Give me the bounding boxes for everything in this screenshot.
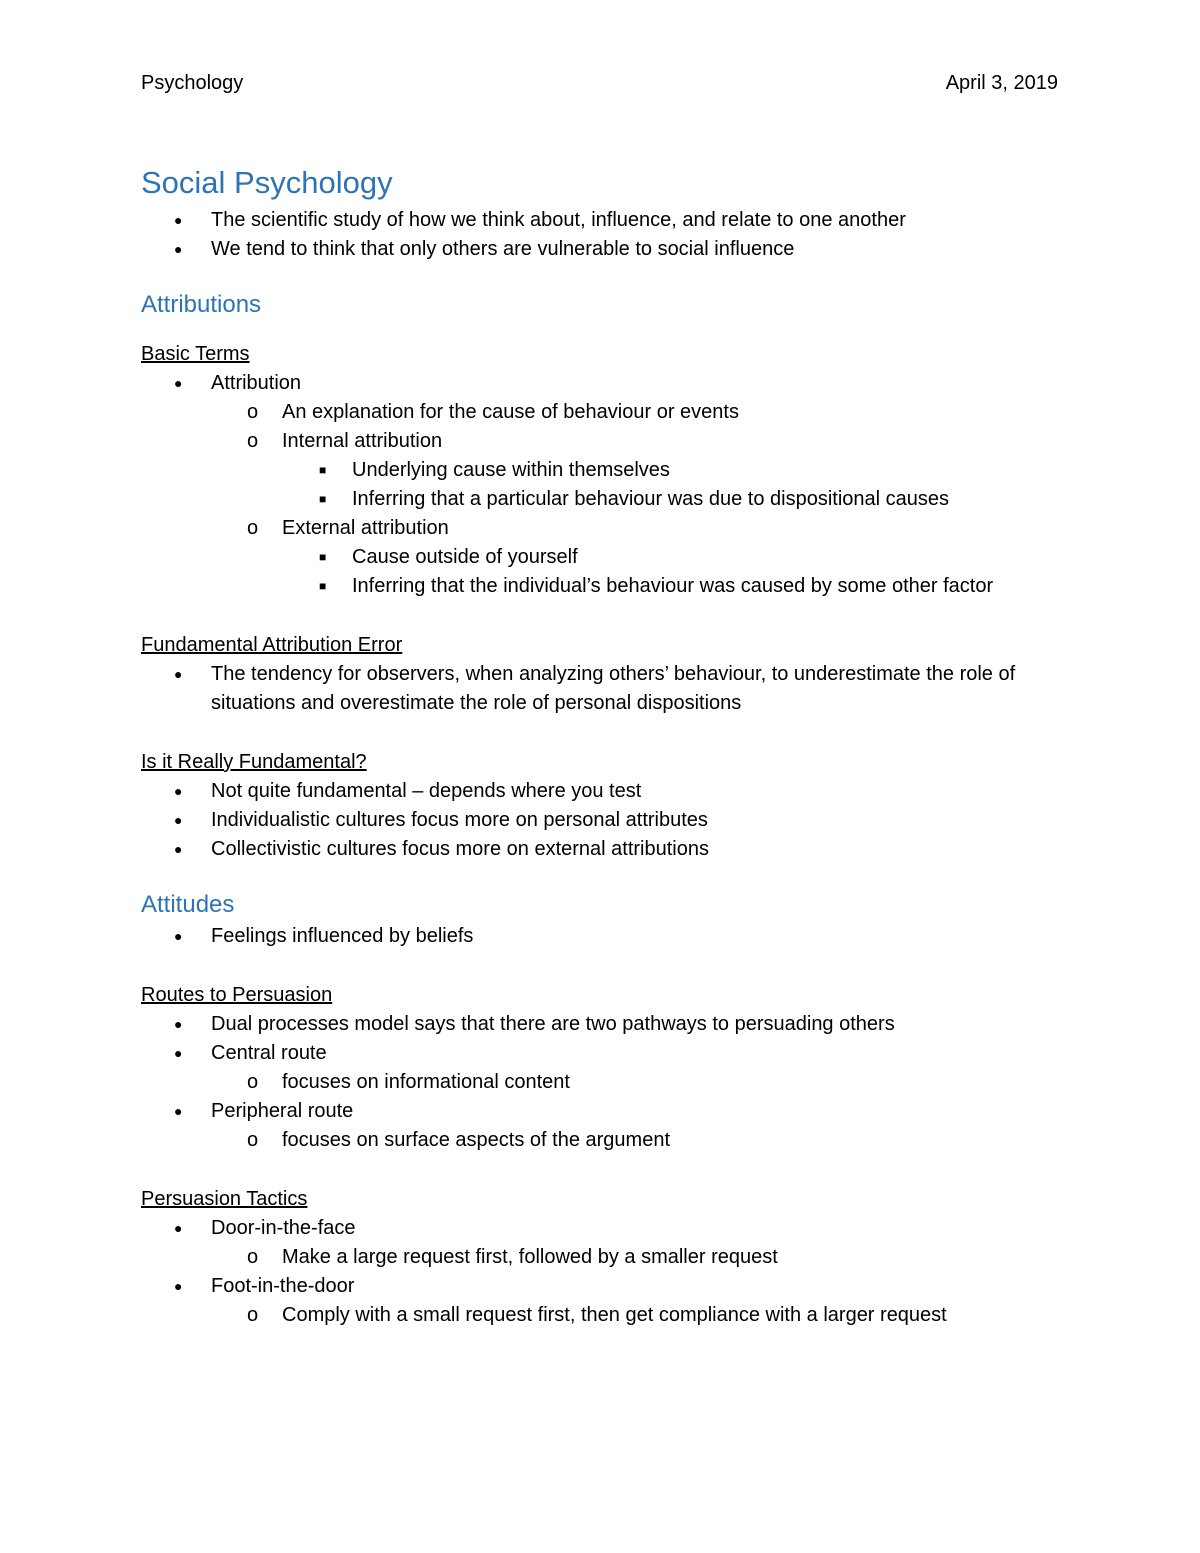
heading-social-psychology: Social Psychology [141, 165, 393, 200]
list-item: ● Dual processes model says that there are two pathways to persuading others [141, 1010, 1061, 1039]
list-item: o External attribution [141, 514, 1061, 543]
circle-bullet-icon: o [247, 1246, 259, 1268]
list-item: ● The tendency for observers, when analyzing others’ behaviour, to underestimate the role of situations and overestimate the role of personal dispositions [141, 660, 1061, 718]
list-item: ● Foot-in-the-door [141, 1272, 1061, 1301]
list-item: ■ Cause outside of yourself [141, 543, 1061, 572]
circle-bullet-icon: o [247, 1071, 259, 1093]
list-item: ● Feelings influenced by beliefs [141, 922, 1061, 951]
list-item: ■ Inferring that a particular behaviour was due to dispositional causes [141, 485, 1061, 514]
list-item: ● The scientific study of how we think about, influence, and relate to one another [141, 206, 1061, 235]
circle-bullet-icon: o [247, 517, 259, 539]
subheading-is-it-really-fundamental: Is it Really Fundamental? [141, 751, 367, 773]
tactics-list [141, 1214, 1061, 1330]
square-bullet-icon: ■ [319, 463, 327, 477]
header-date: April 3, 2019 [945, 72, 1058, 94]
list-item: ● Attribution [141, 369, 1061, 398]
circle-bullet-icon: o [247, 1304, 259, 1326]
subheading-basic-terms: Basic Terms [141, 343, 250, 365]
list-item: o Internal attribution [141, 427, 1061, 456]
routes-list [141, 1010, 1061, 1155]
list-item: ● Door-in-the-face [141, 1214, 1061, 1243]
circle-bullet-icon: o [247, 401, 259, 423]
social-psychology-list [141, 206, 1061, 264]
list-item: o An explanation for the cause of behaviour or events [141, 398, 1061, 427]
list-item: ● Peripheral route [141, 1097, 1061, 1126]
bullet-icon: ● [174, 212, 183, 228]
basic-terms-list [141, 369, 1061, 601]
bullet-icon: ● [174, 666, 183, 682]
bullet-icon: ● [174, 1045, 183, 1061]
bullet-icon: ● [174, 812, 183, 828]
bullet-icon: ● [174, 1103, 183, 1119]
circle-bullet-icon: o [247, 430, 259, 452]
list-item: o focuses on surface aspects of the argument [141, 1126, 1061, 1155]
list-item: ● Individualistic cultures focus more on personal attributes [141, 806, 1061, 835]
list-item: ● Central route [141, 1039, 1061, 1068]
bullet-icon: ● [174, 841, 183, 857]
heading-attributions: Attributions [141, 291, 262, 318]
heading-attitudes: Attitudes [141, 891, 235, 918]
bullet-icon: ● [174, 241, 183, 257]
bullet-icon: ● [174, 1016, 183, 1032]
bullet-icon: ● [174, 1220, 183, 1236]
fae-list [141, 660, 1061, 718]
bullet-icon: ● [174, 783, 183, 799]
really-fundamental-list [141, 777, 1061, 864]
list-item: o Make a large request first, followed by a smaller request [141, 1243, 1061, 1272]
list-item: o Comply with a small request first, then get compliance with a larger request [141, 1301, 1061, 1330]
bullet-icon: ● [174, 1278, 183, 1294]
square-bullet-icon: ■ [319, 550, 327, 564]
list-item: ● Not quite fundamental – depends where you test [141, 777, 1061, 806]
list-item: o focuses on informational content [141, 1068, 1061, 1097]
list-item: ● Collectivistic cultures focus more on external attributions [141, 835, 1061, 864]
square-bullet-icon: ■ [319, 579, 327, 593]
list-item: ● We tend to think that only others are vulnerable to social influence [141, 235, 1061, 264]
list-item: ■ Inferring that the individual’s behaviour was caused by some other factor [141, 572, 1061, 601]
document-body [141, 160, 1061, 1330]
subheading-routes-to-persuasion: Routes to Persuasion [141, 984, 333, 1006]
subheading-persuasion-tactics: Persuasion Tactics [141, 1188, 308, 1210]
header-subject: Psychology [141, 72, 244, 94]
square-bullet-icon: ■ [319, 492, 327, 506]
attitudes-list [141, 922, 1061, 951]
subheading-fundamental-attribution-error: Fundamental Attribution Error [141, 634, 403, 656]
bullet-icon: ● [174, 375, 183, 391]
bullet-icon: ● [174, 928, 183, 944]
circle-bullet-icon: o [247, 1129, 259, 1151]
list-item: ■ Underlying cause within themselves [141, 456, 1061, 485]
